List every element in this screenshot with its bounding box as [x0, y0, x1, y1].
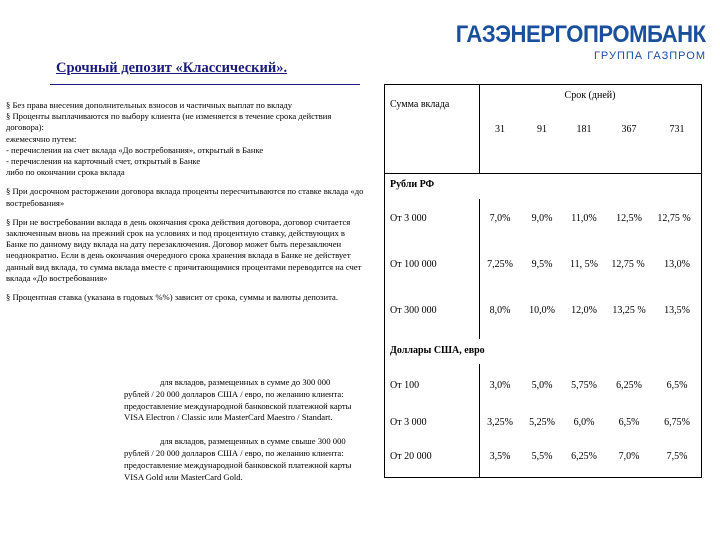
usd-row-1-rate-91: 5,0% [531, 380, 553, 391]
rub-row-2-rate-91: 9,5% [531, 259, 553, 270]
bank-group: ГРУППА ГАЗПРОМ [593, 50, 706, 62]
condition-prolongation: § При не востребовании вклада в день окончания срока действия договора, договор считается заключенным вновь на прежний срок на условиях и под процентную ставку, действующих в Банке по данному виду вклада на дату перезаключения. Договор может быть перезаключен неоднократно. Если в день окончания очередного срока хранения вклада в Банке не действует данный вид вклада, то сумма вклада вместе с причитающимися процентами переводится на счет вклада «До востребования» [6, 216, 362, 283]
rub-row-1-rate-731: 12,75 % [657, 213, 691, 224]
page-title: Срочный депозит «Классический». [56, 60, 288, 76]
rub-row-2-rate-731: 13,0% [664, 259, 690, 270]
rub-row-3-rate-31: 8,0% [489, 305, 511, 316]
usd-row-3-rate-91: 5,5% [531, 451, 553, 462]
usd-row-2-rate-731: 6,75% [664, 417, 690, 428]
grid-line [385, 173, 701, 174]
usd-row-2-rate-181: 6,0% [573, 417, 595, 428]
rub-row-1-rate-31: 7,0% [489, 213, 511, 224]
usd-row-2-rate-91: 5,25% [529, 417, 555, 428]
rub-row-3-rate-181: 12,0% [571, 305, 597, 316]
term-181-header: 181 [576, 124, 592, 135]
usd-row-1-rate-731: 6,5% [666, 380, 688, 391]
bank-name: ГАЗЭНЕРГОПРОМБАНК [456, 21, 706, 48]
rub-row-3-rate-731: 13,5% [664, 305, 690, 316]
rub-row-2-rate-181: 11, 5% [570, 259, 598, 270]
usd-row-2-rate-31: 3,25% [487, 417, 513, 428]
amount-column-header: Сумма вклада [390, 99, 450, 110]
term-731-header: 731 [669, 124, 685, 135]
rub-row-2-amount: От 100 000 [390, 259, 437, 270]
rub-section-label: Рубли РФ [390, 179, 435, 190]
condition-early-termination: § При досрочном расторжении договора вклада проценты пересчитываются по ставке вклада «до востребования» [6, 186, 364, 208]
bank-logo [434, 22, 706, 62]
usd-row-3-rate-731: 7,5% [666, 451, 688, 462]
usd-row-3-amount: От 20 000 [390, 451, 432, 462]
usd-row-1-rate-31: 3,0% [489, 380, 511, 391]
card-offers [124, 377, 356, 495]
rates-table [384, 84, 702, 478]
rub-row-1-rate-91: 9,0% [531, 213, 553, 224]
term-91-header: 91 [537, 124, 547, 135]
rub-row-3-amount: От 300 000 [390, 305, 437, 316]
rub-row-1-amount: От 3 000 [390, 213, 427, 224]
rub-row-2-rate-31: 7,25% [487, 259, 513, 270]
rub-row-1-rate-181: 11,0% [571, 213, 597, 224]
rub-row-3-rate-91: 10,0% [529, 305, 555, 316]
condition-rate-dependency: § Процентная ставка (указана в годовых %%) зависит от срока, суммы и валюты депозита. [6, 292, 338, 303]
rub-row-1-rate-367: 12,5% [616, 213, 642, 224]
usd-row-2-amount: От 3 000 [390, 417, 427, 428]
term-31-header: 31 [495, 124, 505, 135]
offer-gold-card: для вкладов, размещенных в сумме свыше 300 000 рублей / 20 000 долларов США / евро, по желанию клиента: предоставление международной банковской платежной карты VISA Gold или MasterCard Gold. [124, 436, 352, 482]
usd-row-2-rate-367: 6,5% [618, 417, 640, 428]
condition-interest-payment: § Без права внесения дополнительных взносов и частичных выплат по вкладу § Проценты выплачиваются по выбору клиента (не изменяется в течение срока действия договора): ежемесячно путем: - перечисления на счет вклада «До востребования», открытый в Банке - перечисления на карточный счет, открытый в Банке либо по окончании срока вклада [6, 100, 332, 178]
usd-row-1-rate-367: 6,25% [616, 380, 642, 391]
usd-row-3-rate-181: 6,25% [571, 451, 597, 462]
conditions-list [6, 100, 364, 311]
term-column-header: Срок (дней) [564, 90, 616, 101]
usd-row-1-rate-181: 5,75% [571, 380, 597, 391]
offer-standard-card: для вкладов, размещенных в сумме до 300 000 рублей / 20 000 долларов США / евро, по желанию клиента: предоставление международной банковской платежной карты VISA Electron / Classic или MasterCard Maestro / Standart. [124, 377, 352, 423]
usd-row-3-rate-367: 7,0% [618, 451, 640, 462]
usd-row-1-amount: От 100 [390, 380, 420, 391]
usd-row-3-rate-31: 3,5% [489, 451, 511, 462]
title-underline [50, 84, 360, 85]
usd-eur-section-label: Доллары США, евро [390, 345, 485, 356]
rub-row-2-rate-367: 12,75 % [611, 259, 645, 270]
term-367-header: 367 [621, 124, 637, 135]
rub-row-3-rate-367: 13,25 % [612, 305, 646, 316]
